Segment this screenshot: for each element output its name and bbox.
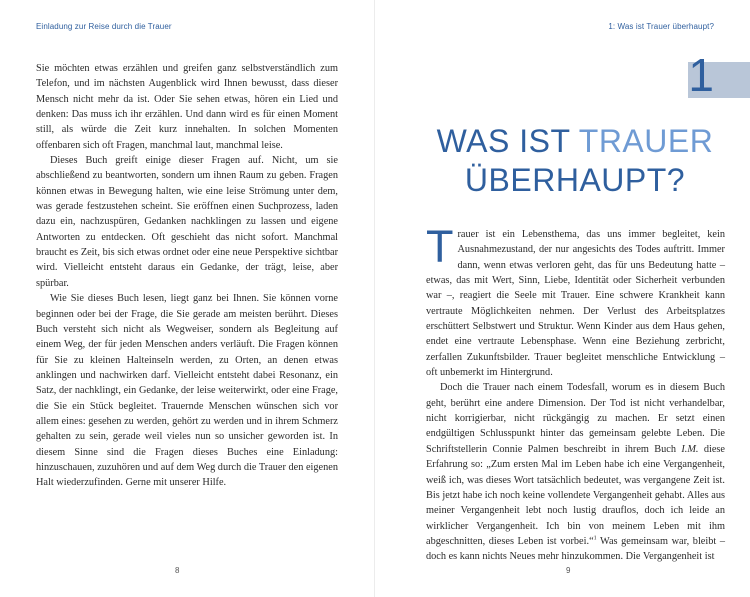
right-page-body — [426, 221, 726, 565]
paragraph — [426, 380, 725, 564]
chapter-title-highlight: TRAUER — [578, 123, 714, 159]
paragraph: Dieses Buch greift einige dieser Fragen auf. Nicht, um sie abschließend zu beantworten, sondern um ihnen Raum zu geben. Fragen können etwas in Bewegung halten, wie eine leise Strömung unter dem, was gerade festzustehen scheint. Sie eröffnen einen Suchprozess, laden dazu ein, nachzuspüren, Gedanken nachklingen zu lassen und eigene Antworten zu entdecken. Oft geschieht das nicht sofort. Manchmal braucht es Zeit, bis sich etwas ordnet oder eine neue Perspektive sichtbar wird. Vielleicht entsteht daraus ein Gedanke, der trägt, leise, aber spürbar. — [36, 155, 338, 289]
opening-paragraph — [426, 221, 725, 380]
paragraph-text: diese Erfahrung so: „Zum ersten Mal im Leben habe ich eine Vergangenheit, weiß ich, was dieses Wort tatsächlich bedeutet, was vergangene Zeit ist. Bis jetzt habe ich noch keine vollendete Vergangenheit gehabt. Alles aus meiner Vergangenheit lebt noch lustig drauflos, doch ich leide an wirklicher Vergangenheit. Ich bin von meinem Leben mit ihm abgeschnitten, dieses Leben ist vorbei.“ — [426, 443, 726, 547]
chapter-title-part1: WAS IST — [436, 123, 579, 159]
paragraph-text: Doch die Trauer nach einem Todesfall, worum es in diesem Buch geht, berührt eine andere Dimension. Der Tod ist nicht verhandelbar, nicht korrigierbar, nicht rückgängig zu machen. Er setzt einen endgültigen Schlusspunkt hinter das gemeinsam gelebte Leben. Die Schriftstellerin Connie Palmen beschreibt in ihrem Buch — [426, 382, 725, 455]
chapter-title-part3: ÜBERHAUPT? — [464, 162, 686, 198]
right-page — [375, 0, 750, 597]
footnote-marker: 1 — [593, 535, 597, 542]
chapter-title — [415, 122, 735, 200]
book-title: I.M. — [681, 443, 699, 455]
running-head-left: Einladung zur Reise durch die Trauer — [36, 22, 172, 31]
running-head-right: 1: Was ist Trauer überhaupt? — [608, 22, 714, 31]
paragraph-text: Was gemeinsam war, bleibt – doch es kann nichts Neues mehr hinzukommen. Die Vergangenheit ist — [426, 535, 725, 563]
page-number-right: 9 — [566, 566, 571, 575]
paragraph: Sie möchten etwas erzählen und greifen ganz selbstverständlich zum Telefon, und im nächsten Augenblick wird Ihnen bewusst, dass dieser Mensch nicht mehr da ist. Oder Sie sehen etwas, hören ein Lied und denken: Das muss ich ihr erzählen. Und dann wird es für einen Moment still, als würde die Zeit kurz innehalten. In solchen Momenten offenbaren sich oft Fragen, manchmal laut, manchmal leise. — [36, 63, 338, 151]
drop-cap: T — [426, 221, 454, 272]
page-number-left: 8 — [175, 566, 180, 575]
paragraph: Wie Sie dieses Buch lesen, liegt ganz bei Ihnen. Sie können vorne beginnen oder bei der Frage, die Sie gerade am meisten berührt. Dieses Buch versteht sich nicht als Wegweiser, sondern als Begleitung auf einem Weg, der für jeden Menschen anders verläuft. Die Fragen können für Sie zu kleinen Halteinseln werden, zu Orten, an denen etwas anklingen und nachwirken darf. Vielleicht entsteht dabei Resonanz, ein Satz, der nachklingt, ein Gedanke, der leise weiterwirkt, oder eine Frage, die Sie ein Stück begleitet. Trauernde Menschen wünschen sich vor allem eines: gesehen zu werden, gehört zu werden und in ihrem Schmerz gehalten zu sein, gerade weil vieles nun so unsicher geworden ist. In diesem Sinne sind die Fragen dieses Buches eine Einladung: hinzuschauen, zuzuhören und auf dem Weg durch die Trauer den eigenen Halt wiederzufinden. Gerne mit unserer Hilfe. — [36, 293, 338, 489]
chapter-number: 1 — [688, 49, 714, 101]
left-page-body — [36, 61, 338, 491]
paragraph-text: rauer ist ein Lebensthema, das uns immer begleitet, kein Ausnahmezustand, der nur angesichts des Todes auftritt. Immer dann, wenn etwas verloren geht, das für uns Bedeutung hatte – etwas, das mit Wert, Sinn, Liebe, Identität oder Sicherheit verbunden war –, reagiert die Seele mit Trauer. Eine schwere Krankheit kann vertraute Möglichkeiten nehmen. Der Verlust des Arbeitsplatzes erschüttert Selbstwert und Struktur. Wenn Kinder aus dem Haus gehen, endet eine vertraute Lebensphase. Wenn eine Beziehung zerbricht, zerfallen Zukunftsbilder. Trauer begleitet menschliche Entwicklung – oft unbemerkt im Hintergrund. — [426, 229, 725, 379]
